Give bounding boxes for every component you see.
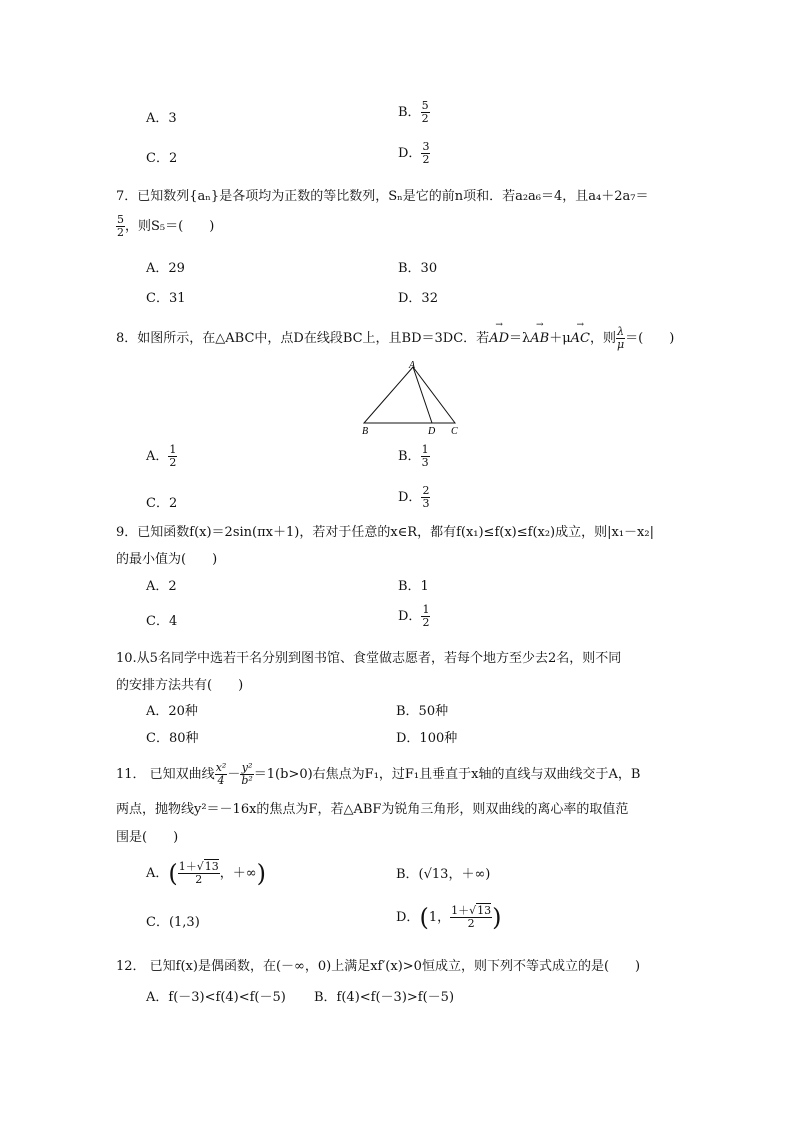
q10-option-b: B．50种 [396, 704, 449, 719]
q9-option-a: A．2 [146, 579, 177, 594]
q7-option-d: D．32 [398, 291, 438, 306]
q9-stem-line2: 的最小值为( ) [116, 552, 218, 567]
q9-option-b: B．1 [398, 579, 429, 594]
q6-option-b: B． $\frac{5}{2}$ [398, 99, 429, 125]
q7-stem-line1: 7．已知数列{aₙ}是各项均为正数的等比数列，Sₙ是它的前n项和．若a₂a₆＝4，且a₄＋2a₇＝ [116, 189, 649, 204]
q10-option-a: A．20种 [146, 704, 198, 719]
vertex-c-label: C [451, 426, 458, 437]
q7-option-a: A．29 [146, 261, 185, 276]
q9-stem-line1: 9．已知函数f(x)＝2sin(πx＋1)，若对于任意的x∈R，都有f(x₁)≤f(x)≤f(x₂)成立，则|x₁－x₂| [116, 525, 654, 540]
q7-stem-line2: $\frac{5}{2}$ ，则S₅＝( ) [117, 213, 215, 239]
q11-option-d: D．(1， $\frac{1+√13}{2}$ ) [396, 903, 502, 932]
q6-option-a: A．3 [146, 111, 177, 126]
q10-option-d: D．100种 [396, 731, 458, 746]
q9-option-c: C．4 [146, 614, 178, 629]
q7-option-c: C．31 [146, 291, 186, 306]
q11-option-c: C．(1,3) [146, 915, 200, 930]
vertex-a-label: A [409, 360, 416, 371]
q11-option-a: A．( $\frac{1+√13}{2}$ ，＋∞) [146, 859, 266, 888]
q8-option-b: B． $\frac{1}{3}$ [398, 443, 429, 469]
q7-option-b: B．30 [398, 261, 438, 276]
q8-stem: 8．如图所示，在△ABC中，点D在线段BC上，且BD＝3DC．若→ AD＝λ→ AB＋μ→ AC，则 $\frac{\lambda}{\mu}$ ＝( ) [116, 326, 674, 351]
vertex-b-label: B [362, 426, 369, 437]
q12-stem: 12． 已知f(x)是偶函数，在(－∞，0)上满足xf′(x)>0恒成立，则下列不等式成立的是( ) [116, 959, 641, 974]
q6-option-d: D． $\frac{3}{2}$ [398, 140, 430, 166]
q10-stem-line2: 的安排方法共有( ) [116, 678, 244, 693]
q12-option-a: A．f(－3)<f(4)<f(－5) [146, 990, 286, 1005]
q8-option-c: C．2 [146, 496, 178, 511]
q11-option-b: B．(√13，＋∞) [396, 867, 491, 882]
q6-option-c: C．2 [146, 151, 178, 166]
q8-option-d: D． $\frac{2}{3}$ [398, 484, 430, 510]
q8-option-a: A． $\frac{1}{2}$ [146, 443, 177, 469]
q10-stem-line1: 10.从5名同学中选若干名分别到图书馆、食堂做志愿者，若每个地方至少去2名，则不同 [116, 651, 622, 666]
q11-stem-line1: 11． 已知双曲线 $\frac{\text{x²}}{4}$ － $\frac{\text{y²}}{\text{b²}}$ ＝1(b>0)右焦点为F₁，过F₁且垂直于x轴的直线与双曲线交于A，B [116, 761, 641, 787]
q9-option-d: D． $\frac{1}{2}$ [398, 603, 430, 629]
triangle-figure [355, 358, 475, 438]
q11-stem-line3: 围是( ) [116, 830, 179, 845]
q12-option-b: B．f(4)<f(－3)>f(－5) [314, 990, 455, 1005]
q11-stem-line2: 两点，抛物线y²＝－16x的焦点为F，若△ABF为锐角三角形，则双曲线的离心率的取值范 [116, 802, 629, 817]
point-d-label: D [428, 426, 436, 437]
q10-option-c: C．80种 [146, 731, 199, 746]
